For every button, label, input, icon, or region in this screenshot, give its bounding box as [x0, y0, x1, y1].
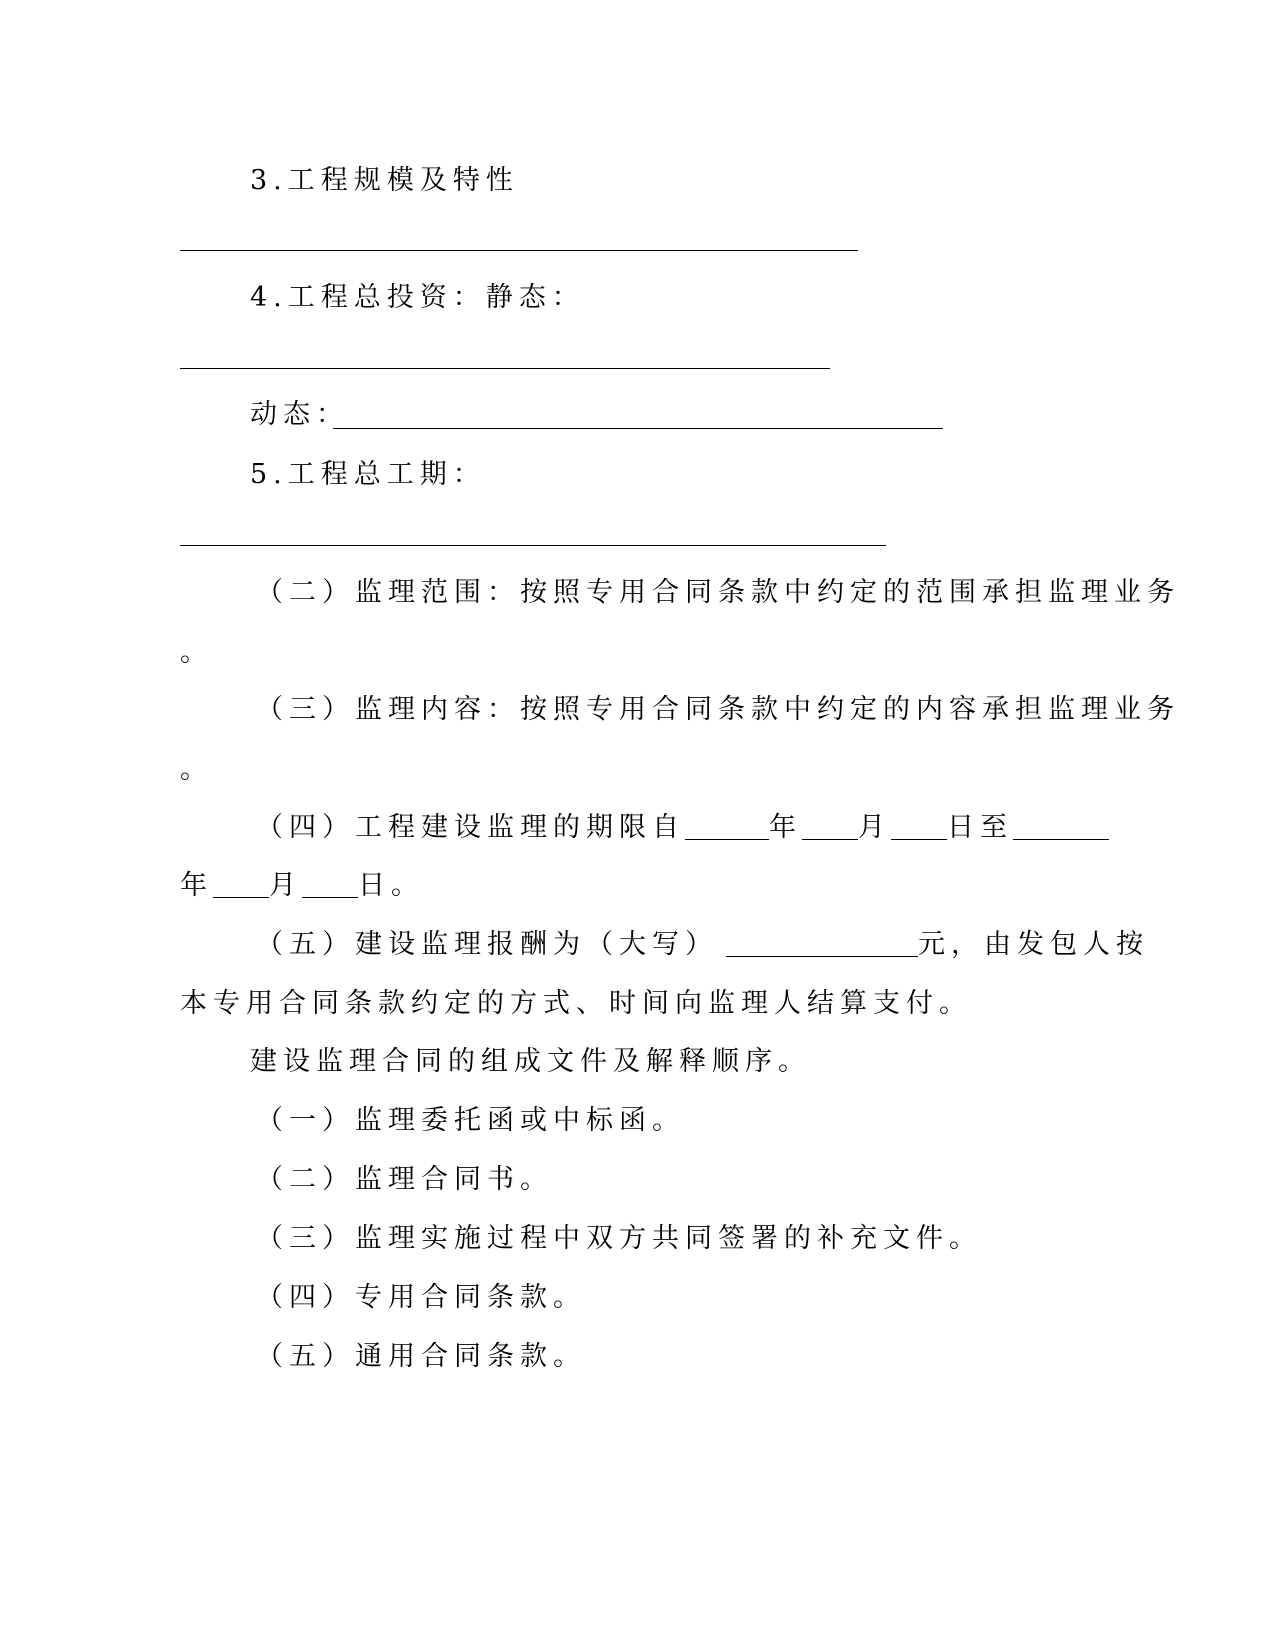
document-item: （四）专用合同条款。	[256, 1282, 586, 1313]
dynamic-investment-blank-line[interactable]	[333, 428, 943, 429]
static-investment-blank-line[interactable]	[180, 368, 830, 369]
end-year-blank[interactable]	[1013, 811, 1109, 840]
end-month-blank[interactable]	[213, 869, 269, 898]
period-prefix: （四）工程建设监理的期限自	[256, 812, 685, 843]
start-day-blank[interactable]	[891, 811, 947, 840]
start-year-blank[interactable]	[685, 811, 769, 840]
document-item: （一）监理委托函或中标函。	[256, 1105, 685, 1136]
investment-heading: 4.工程总投资：静态：	[250, 282, 585, 313]
period-paragraph-line2	[180, 868, 424, 904]
documents-heading: 建设监理合同的组成文件及解释顺序。	[250, 1046, 811, 1077]
document-item: （五）通用合同条款。	[256, 1341, 586, 1372]
year-label: 年	[769, 812, 802, 843]
dynamic-label: 动态：	[250, 399, 349, 430]
day-to-label: 日至	[947, 812, 1013, 843]
document-item: （三）监理实施过程中双方共同签署的补充文件。	[256, 1223, 982, 1254]
fee-paragraph-line2: 本专用合同条款约定的方式、时间向监理人结算支付。	[180, 988, 972, 1019]
scale-blank-line[interactable]	[180, 250, 858, 251]
end-day-blank[interactable]	[302, 869, 358, 898]
period-paragraph-line1	[256, 810, 1109, 846]
fee-paragraph-line1	[256, 927, 1149, 963]
content-paragraph-line2: 。	[180, 754, 213, 785]
end-year-label: 年	[180, 870, 213, 901]
document-item: （二）监理合同书。	[256, 1164, 553, 1195]
end-day-label: 日。	[358, 870, 424, 901]
duration-heading: 5.工程总工期：	[250, 459, 486, 490]
start-month-blank[interactable]	[802, 811, 858, 840]
fee-amount-blank[interactable]	[726, 928, 918, 957]
end-month-label: 月	[269, 870, 302, 901]
scale-heading: 3.工程规模及特性	[250, 165, 519, 196]
scope-paragraph-line1: （二）监理范围：按照专用合同条款中约定的范围承担监理业务	[256, 577, 1180, 608]
scope-paragraph-line2: 。	[180, 637, 213, 668]
duration-blank-line[interactable]	[180, 545, 886, 546]
month-label: 月	[858, 812, 891, 843]
content-paragraph-line1: （三）监理内容：按照专用合同条款中约定的内容承担监理业务	[256, 694, 1180, 725]
fee-suffix: 元，由发包人按	[918, 929, 1149, 960]
fee-prefix: （五）建设监理报酬为（大写）	[256, 929, 718, 960]
